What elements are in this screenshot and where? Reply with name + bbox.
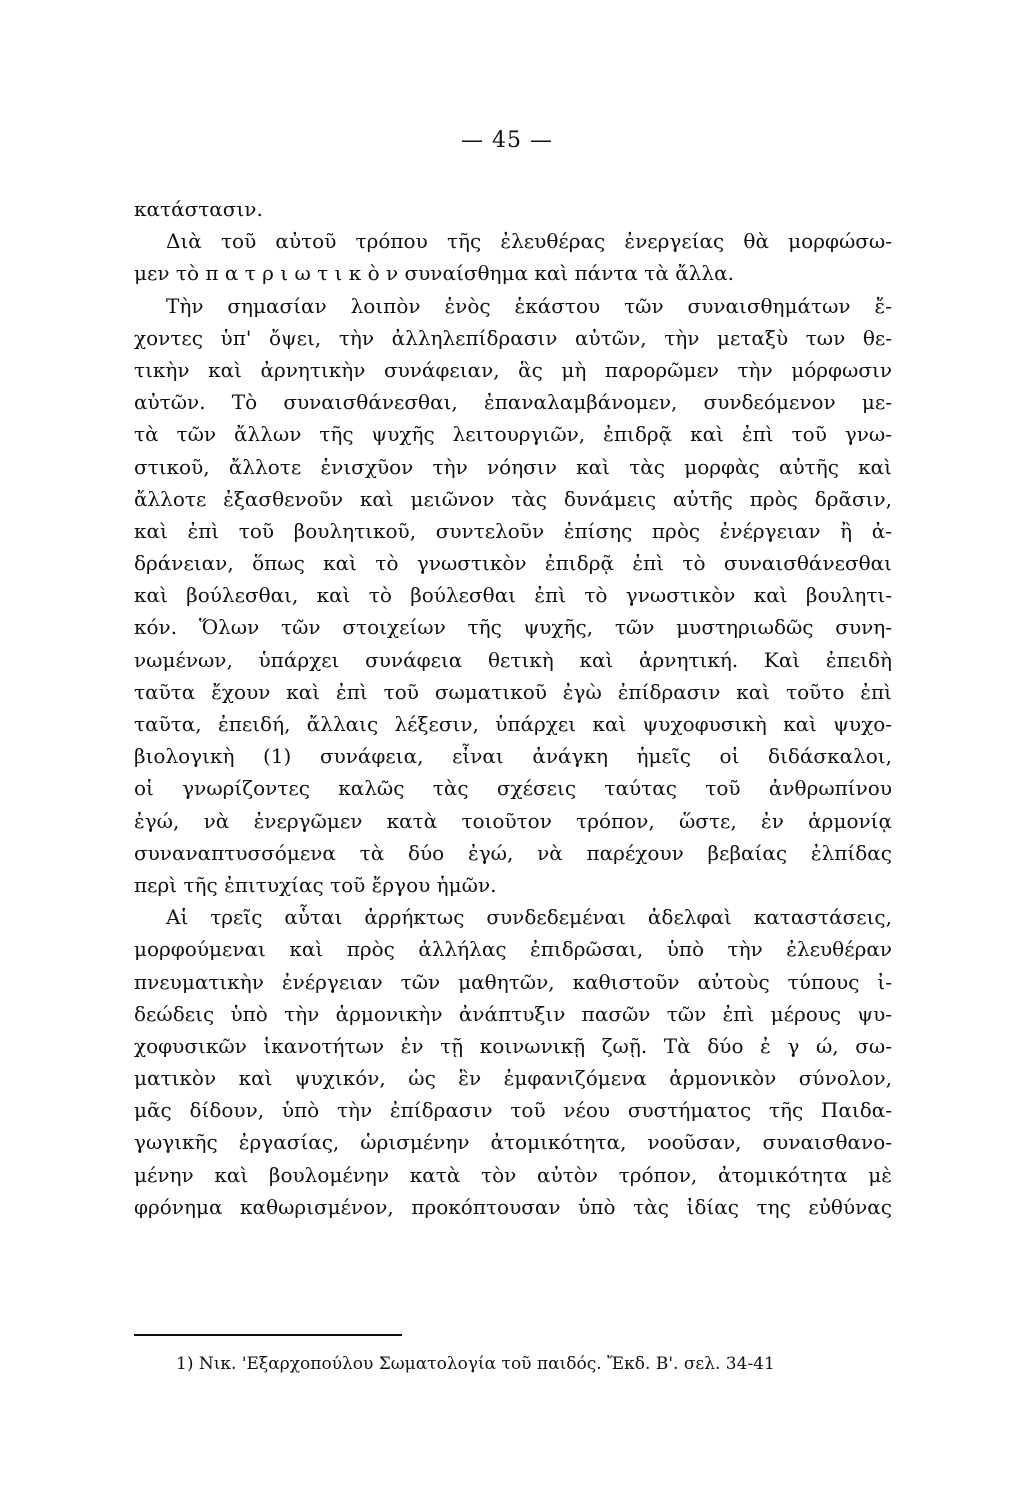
footnote-divider bbox=[134, 1334, 402, 1336]
text-line: νωμένων, ὑπάρχει συνάφεια θετικὴ καὶ ἀρνητική. Καὶ ἐπειδὴ bbox=[134, 647, 892, 672]
text-line: αὐτῶν. Τὸ συναισθάνεσθαι, ἐπαναλαμβάνομεν, συνδεόμενον με- bbox=[134, 390, 892, 415]
text-line: συναναπτυσσόμενα τὰ δύο ἐγώ, νὰ παρέχουν βεβαίας ἐλπίδας bbox=[134, 840, 892, 865]
text-line: κόν. Ὅλων τῶν στοιχείων τῆς ψυχῆς, τῶν μυστηριωδῶς συνη- bbox=[134, 615, 892, 640]
text-line: Τὴν σημασίαν λοιπὸν ἑνὸς ἑκάστου τῶν συναισθημάτων ἔ- bbox=[166, 293, 892, 318]
text-line: ἄλλοτε ἐξασθενοῦν καὶ μειῶνον τὰς δυνάμεις αὐτῆς πρὸς δρᾶσιν, bbox=[134, 486, 892, 511]
text-line: καὶ ἐπὶ τοῦ βουλητικοῦ, συντελοῦν ἐπίσης πρὸς ἐνέργειαν ἢ ἀ- bbox=[134, 518, 892, 543]
text-line: χοφυσικῶν ἱκανοτήτων ἐν τῇ κοινωνικῇ ζωῇ. Τὰ δύο ἐ γ ώ, σω- bbox=[134, 1033, 892, 1058]
text-line: βιολογικὴ (1) συνάφεια, εἶναι ἀνάγκη ἡμεῖς οἱ διδάσκαλοι, bbox=[134, 744, 892, 769]
text-line: μεν τὸ π α τ ρ ι ω τ ι κ ὸ ν συναίσθημα καὶ πάντα τὰ ἄλλα. bbox=[134, 261, 734, 286]
text-line: κατάστασιν. bbox=[134, 197, 263, 221]
text-line: δεώδεις ὑπὸ τὴν ἁρμονικὴν ἀνάπτυξιν πασῶν τῶν ἐπὶ μέρους ψυ- bbox=[134, 1001, 892, 1026]
text-line: μένην καὶ βουλομένην κατὰ τὸν αὐτὸν τρόπον, ἀτομικότητα μὲ bbox=[134, 1162, 892, 1187]
text-line: Αἱ τρεῖς αὗται ἀρρήκτως συνδεδεμέναι ἀδελφαὶ καταστάσεις, bbox=[166, 905, 892, 930]
text-line: στικοῦ, ἄλλοτε ἐνισχῦον τὴν νόησιν καὶ τὰς μορφὰς αὐτῆς καὶ bbox=[134, 454, 892, 479]
text-line: ταῦτα, ἐπειδή, ἄλλαις λέξεσιν, ὑπάρχει καὶ ψυχοφυσικὴ καὶ ψυχο- bbox=[134, 712, 892, 736]
text-line: οἱ γνωρίζοντες καλῶς τὰς σχέσεις ταύτας τοῦ ἀνθρωπίνου bbox=[134, 776, 892, 801]
footnote: 1) Νικ. 'Εξαρχοπούλου Σωματολογία τοῦ παιδός. Ἔκδ. Β'. σελ. 34-41 bbox=[176, 1354, 775, 1374]
text-line: ἐγώ, νὰ ἐνεργῶμεν κατὰ τοιοῦτον τρόπον, ὥστε, ἐν ἁρμονίᾳ bbox=[134, 808, 892, 833]
page-number: — 45 — bbox=[461, 128, 553, 153]
text-line: μᾶς δίδουν, ὑπὸ τὴν ἐπίδρασιν τοῦ νέου συστήματος τῆς Παιδα- bbox=[134, 1098, 892, 1123]
text-line: μορφούμεναι καὶ πρὸς ἀλλήλας ἐπιδρῶσαι, ὑπὸ τὴν ἐλευθέραν bbox=[134, 937, 892, 962]
text-line: καὶ βούλεσθαι, καὶ τὸ βούλεσθαι ἐπὶ τὸ γνωστικὸν καὶ βουλητι- bbox=[134, 583, 892, 608]
text-line: τικὴν καὶ ἀρνητικὴν συνάφειαν, ἃς μὴ παρορῶμεν τὴν μόρφωσιν bbox=[134, 357, 892, 382]
text-line: πνευματικὴν ἐνέργειαν τῶν μαθητῶν, καθιστοῦν αὐτοὺς τύπους ἰ- bbox=[134, 969, 892, 994]
body-text bbox=[134, 193, 892, 1223]
text-line: τὰ τῶν ἄλλων τῆς ψυχῆς λειτουργιῶν, ἐπιδρᾷ καὶ ἐπὶ τοῦ γνω- bbox=[134, 422, 892, 447]
text-line: δράνειαν, ὅπως καὶ τὸ γνωστικὸν ἐπιδρᾷ ἐπὶ τὸ συναισθάνεσθαι bbox=[134, 551, 892, 576]
text-line: ματικὸν καὶ ψυχικόν, ὡς ἓν ἐμφανιζόμενα ἁρμονικὸν σύνολον, bbox=[134, 1066, 892, 1091]
text-line: Διὰ τοῦ αὐτοῦ τρόπου τῆς ἐλευθέρας ἐνεργείας θὰ μορφώσω- bbox=[166, 229, 892, 254]
text-line: γωγικῆς ἐργασίας, ὡρισμένην ἀτομικότητα, νοοῦσαν, συναισθανο- bbox=[134, 1130, 892, 1155]
text-line: φρόνημα καθωρισμένον, προκόπτουσαν ὑπὸ τὰς ἰδίας της εὐθύνας bbox=[134, 1194, 892, 1219]
text-line: χοντες ὑπ' ὄψει, τὴν ἀλληλεπίδρασιν αὐτῶν, τὴν μεταξὺ των θε- bbox=[134, 325, 892, 350]
text-line: περὶ τῆς ἐπιτυχίας τοῦ ἔργου ἡμῶν. bbox=[134, 872, 497, 897]
text-line: ταῦτα ἔχουν καὶ ἐπὶ τοῦ σωματικοῦ ἐγὼ ἐπίδρασιν καὶ τοῦτο ἐπὶ bbox=[134, 679, 892, 704]
